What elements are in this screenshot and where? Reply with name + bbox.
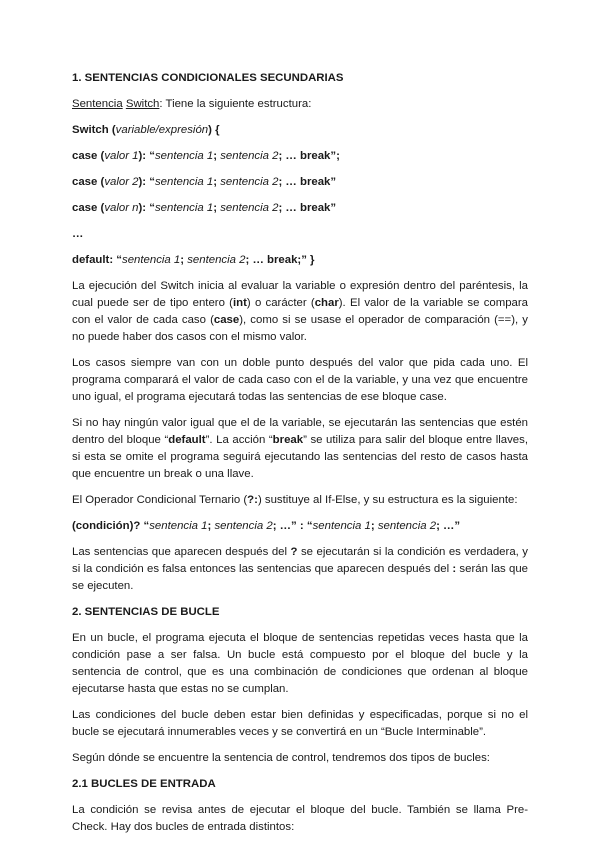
term-default: default: [168, 434, 206, 446]
case-sep: ;: [213, 202, 221, 214]
case-statement-2: sentencia 2: [220, 150, 279, 162]
text: ), como si se usase el operador de comparación (==), y no puede haber dos casos con el mismo valor.: [72, 314, 528, 343]
case-line-n: [72, 200, 528, 217]
case-colon: ): “: [138, 202, 155, 214]
ternary-syntax-line: [72, 518, 528, 535]
paragraph-cases: Los casos siempre van con un doble punto después del valor que pida cada uno. El programa comparará el valor de cada caso con el de la variable, y una vez que encuentre uno igual, el programa ejecutará todas las sentencias de ese bloque case.: [72, 357, 528, 403]
paragraph-default: [72, 415, 528, 483]
term-char: char: [314, 297, 339, 309]
paragraph-entry-loops: La condición se revisa antes de ejecutar el bloque del bucle. También se llama Pre-Check. Hay dos bucles de entrada distintos:: [72, 804, 528, 833]
case-keyword: case (: [72, 150, 105, 162]
text: ) sustituye al If-Else, y su estructura es la siguiente:: [257, 494, 518, 506]
text: ” se utiliza para salir del bloque entre llaves, si esta se omite el programa seguirá ejecutando las sentencias del resto de casos hasta que encuentre un break o una llave.: [72, 434, 528, 480]
text: se ejecutarán si la condición es verdadera, y si la condición es falsa entonces las sentencias que aparecen después del: [72, 546, 528, 575]
default-statement-2: sentencia 2: [187, 254, 246, 266]
text: La ejecución del Switch inicia al evaluar la variable o expresión dentro del paréntesis, la cual puede ser de tipo entero (: [72, 280, 528, 309]
ternary-statement-2: sentencia 2: [214, 520, 273, 532]
term-case: case: [213, 314, 240, 326]
paragraph-ternary-explanation: [72, 544, 528, 595]
ternary-statement-1: sentencia 1: [312, 520, 371, 532]
paragraph-ternary: [72, 492, 528, 509]
case-break: ; … break”: [278, 202, 337, 214]
code-param: variable/expresión: [115, 124, 209, 136]
case-break: ; … break”;: [278, 150, 340, 162]
default-line: [72, 252, 528, 269]
section-heading-2: 2. SENTENCIAS DE BUCLE: [72, 606, 220, 618]
term-int: int: [232, 297, 247, 309]
code-keyword: Switch (: [72, 124, 116, 136]
switch-intro-rest: : Tiene la siguiente estructura:: [159, 98, 312, 110]
case-colon: ): “: [138, 176, 155, 188]
switch-intro-word-2: Switch: [125, 98, 160, 110]
text: ) o carácter (: [246, 297, 315, 309]
text: El Operador Condicional Ternario (: [72, 494, 248, 506]
case-line-2: [72, 174, 528, 191]
text: Si no hay ningún valor igual que el de la variable, se ejecutarán las sentencias que estén dentro del bloque “: [72, 417, 528, 446]
term-colon: :: [452, 563, 457, 575]
ternary-sep: ;: [370, 520, 378, 532]
ternary-colon: ; …” : “: [272, 520, 313, 532]
text: serán las que se ejecuten.: [72, 563, 528, 592]
ternary-condition: (condición)? “: [72, 520, 150, 532]
term-ternary: ?:: [247, 494, 258, 506]
paragraph-loop-types: Según dónde se encuentre la sentencia de control, tendremos dos tipos de bucles:: [72, 752, 490, 764]
ternary-statement-1: sentencia 1: [149, 520, 208, 532]
case-value: valor 1: [104, 150, 139, 162]
case-value: valor n: [104, 202, 139, 214]
case-statement-1: sentencia 1: [154, 202, 214, 214]
case-line-1: [72, 148, 528, 165]
switch-open-line: [72, 122, 528, 139]
ellipsis-line: …: [72, 228, 84, 240]
default-keyword: default: “: [72, 254, 122, 266]
case-statement-1: sentencia 1: [154, 176, 214, 188]
section-heading-1: 1. SENTENCIAS CONDICIONALES SECUNDARIAS: [72, 72, 344, 84]
paragraph-loops: En un bucle, el programa ejecuta el bloque de sentencias repetidas veces hasta que la condición pase a ser falsa. Un bucle está compuesto por el bloque del bucle y la sentencia de control, que es una combinación de condiciones que ordenan al bloque ejecutarse hasta que estas no se cumplan.: [72, 632, 528, 695]
text: ”. La acción “: [205, 434, 273, 446]
case-statement-1: sentencia 1: [154, 150, 214, 162]
case-value: valor 2: [104, 176, 139, 188]
default-statement-1: sentencia 1: [122, 254, 181, 266]
case-statement-2: sentencia 2: [220, 176, 279, 188]
page-content: [72, 70, 528, 836]
ternary-sep: ;: [207, 520, 215, 532]
ternary-end: ; …”: [436, 520, 461, 532]
case-keyword: case (: [72, 176, 105, 188]
term-question: ?: [290, 546, 298, 558]
default-sep: ;: [180, 254, 188, 266]
case-sep: ;: [213, 150, 221, 162]
term-break: break: [272, 434, 304, 446]
default-tail: ; … break;” }: [245, 254, 315, 266]
case-sep: ;: [213, 176, 221, 188]
switch-intro: [72, 96, 528, 113]
switch-intro-word-1: Sentencia: [72, 98, 123, 110]
text: Las sentencias que aparecen después del: [72, 546, 291, 558]
case-break: ; … break”: [278, 176, 337, 188]
case-colon: ): “: [138, 150, 155, 162]
case-statement-2: sentencia 2: [220, 202, 279, 214]
ternary-statement-2: sentencia 2: [377, 520, 437, 532]
text: ). El valor de la variable se compara con el valor de cada caso (: [72, 297, 529, 326]
section-heading-2-1: 2.1 BUCLES DE ENTRADA: [72, 778, 216, 790]
paragraph-switch-execution: [72, 278, 528, 346]
code-brace: ) {: [208, 124, 220, 136]
case-keyword: case (: [72, 202, 105, 214]
paragraph-loop-conditions: Las condiciones del bucle deben estar bien definidas y especificadas, porque si no el bucle se ejecutará innumerables veces y se convertirá en un “Bucle Interminable”.: [72, 709, 528, 738]
